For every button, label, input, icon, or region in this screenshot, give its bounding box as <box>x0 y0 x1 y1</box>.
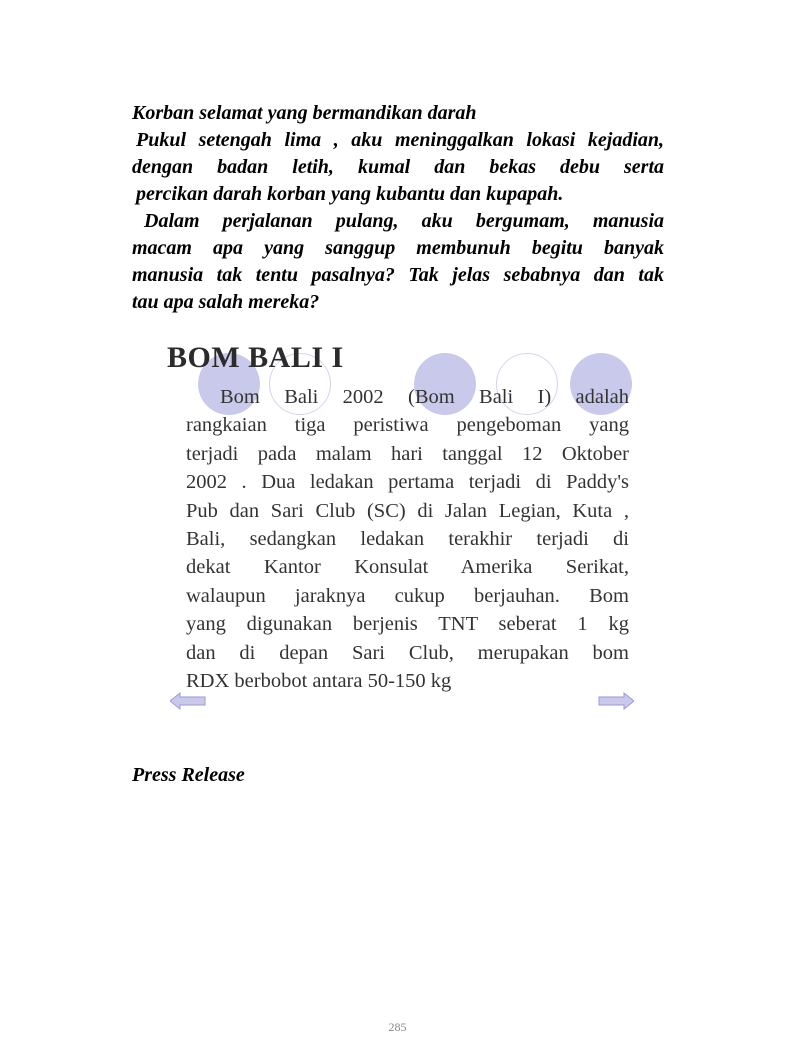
intro-line: manusia tak tentu pasalnya? Tak jelas sebabnya dan tak <box>132 264 664 286</box>
slide-body-line: Pub dan Sari Club (SC) di Jalan Legian, Kuta , <box>186 499 629 522</box>
slide-body-line: walaupun jaraknya cukup berjauhan. Bom <box>186 584 629 607</box>
intro-line: tau apa salah mereka? <box>132 291 320 313</box>
intro-line: macam apa yang sanggup membunuh begitu banyak <box>132 237 664 259</box>
intro-heading: Korban selamat yang bermandikan darah <box>132 102 477 124</box>
slide-body-line: RDX berbobot antara 50-150 kg <box>186 670 452 693</box>
press-release-heading: Press Release <box>132 764 245 786</box>
intro-line: Dalam perjalanan pulang, aku bergumam, manusia <box>144 210 664 232</box>
slide-body-line: dekat Kantor Konsulat Amerika Serikat, <box>186 556 629 579</box>
intro-line: percikan darah korban yang kubantu dan kupapah. <box>136 183 564 205</box>
slide-body-line: Bom Bali 2002 (Bom Bali I) adalah <box>220 386 629 408</box>
bom-bali-slide <box>162 337 640 717</box>
slide-title: BOM BALI I <box>167 341 344 374</box>
intro-line: Pukul setengah lima , aku meninggalkan lokasi kejadian, <box>136 129 664 151</box>
slide-body-line: dan di depan Sari Club, merupakan bom <box>186 641 629 664</box>
intro-paragraph <box>132 100 664 316</box>
intro-line: dengan badan letih, kumal dan bekas debu serta <box>132 156 664 178</box>
slide-body-line: rangkaian tiga peristiwa pengeboman yang <box>186 414 629 437</box>
slide-body <box>186 383 629 695</box>
page-number: 285 <box>388 1020 407 1034</box>
slide-body-line: terjadi pada malam hari tanggal 12 Oktober <box>186 442 629 465</box>
slide-body-line: yang digunakan berjenis TNT seberat 1 kg <box>186 613 629 636</box>
slide-body-line: 2002 . Dua ledakan pertama terjadi di Paddy's <box>186 471 629 494</box>
slide-body-line: Bali, sedangkan ledakan terakhir terjadi di <box>186 528 629 551</box>
